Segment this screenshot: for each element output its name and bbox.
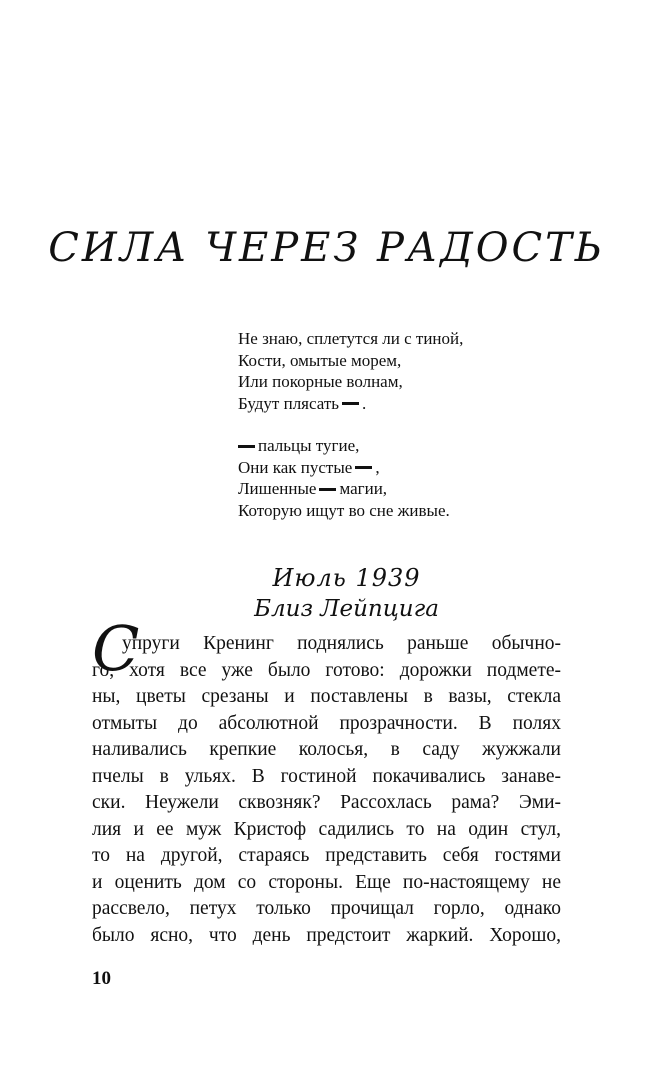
epigraph-line-text: пальцы тугие, — [258, 436, 360, 455]
epigraph-line — [238, 457, 538, 479]
epigraph-line-text: Не знаю, сплетутся ли с тиной, — [238, 329, 464, 348]
body-line: упруги Кренинг поднялись раньше обычно- — [122, 633, 561, 654]
epigraph-line — [238, 435, 538, 457]
body-line: то на другой, стараясь представить себя гостями — [92, 845, 561, 866]
epigraph-punctuation: , — [375, 457, 380, 477]
body-paragraph — [92, 631, 561, 949]
chapter-title: СИЛА ЧЕРЕЗ РАДОСТЬ — [48, 225, 605, 271]
body-line: наливались крепкие колосья, в саду жужжали — [92, 739, 561, 760]
body-line: го, хотя все уже было готово: дорожки подмете- — [92, 659, 561, 681]
em-dash-mark — [355, 466, 372, 469]
epigraph-line-text: Которую ищут во сне живые. — [238, 500, 450, 520]
em-dash-mark — [342, 402, 359, 405]
epigraph-line — [238, 328, 538, 350]
epigraph-punctuation: . — [362, 393, 367, 413]
em-dash-mark — [319, 488, 336, 491]
epigraph-line-text: Кости, омытые морем, — [238, 350, 402, 370]
page-number: 10 — [92, 968, 111, 989]
body-line: рассвело, петух только прочищал горло, однако — [92, 898, 561, 919]
epigraph-line-text: Будут плясать — [238, 393, 340, 413]
body-line: отмыты до абсолютной прозрачности. В полях — [92, 712, 561, 734]
epigraph-stanza — [238, 435, 538, 521]
epigraph-line-text: Или покорные волнам, — [238, 372, 403, 391]
epigraph-line — [238, 478, 538, 500]
epigraph-line-text: Лишенные — [238, 479, 317, 498]
epigraph-line — [238, 371, 538, 393]
epigraph-line — [238, 500, 538, 522]
section-place: Близ Лейпцига — [254, 596, 439, 622]
epigraph-line-text: Они как пустые — [238, 457, 353, 477]
epigraph-line-text: магии, — [339, 479, 388, 498]
drop-cap: С — [92, 612, 140, 685]
body-line: и оценить дом со стороны. Еще по-настоящему не — [92, 871, 561, 893]
epigraph — [238, 328, 538, 542]
epigraph-stanza — [238, 328, 538, 414]
body-line: ски. Неужели сквозняк? Рассохлась рама? Эми- — [92, 792, 561, 813]
body-line: пчелы в ульях. В гостиной покачивались занаве- — [92, 765, 561, 787]
em-dash-mark — [238, 445, 255, 448]
body-line: ны, цветы срезаны и поставлены в вазы, стекла — [92, 686, 561, 707]
body-line: было ясно, что день предстоит жаркий. Хорошо, — [92, 924, 561, 946]
body-line: лия и ее муж Кристоф садились то на один стул, — [92, 818, 561, 840]
epigraph-line — [238, 350, 538, 372]
section-date: Июль 1939 — [272, 564, 421, 592]
epigraph-line — [238, 393, 538, 415]
